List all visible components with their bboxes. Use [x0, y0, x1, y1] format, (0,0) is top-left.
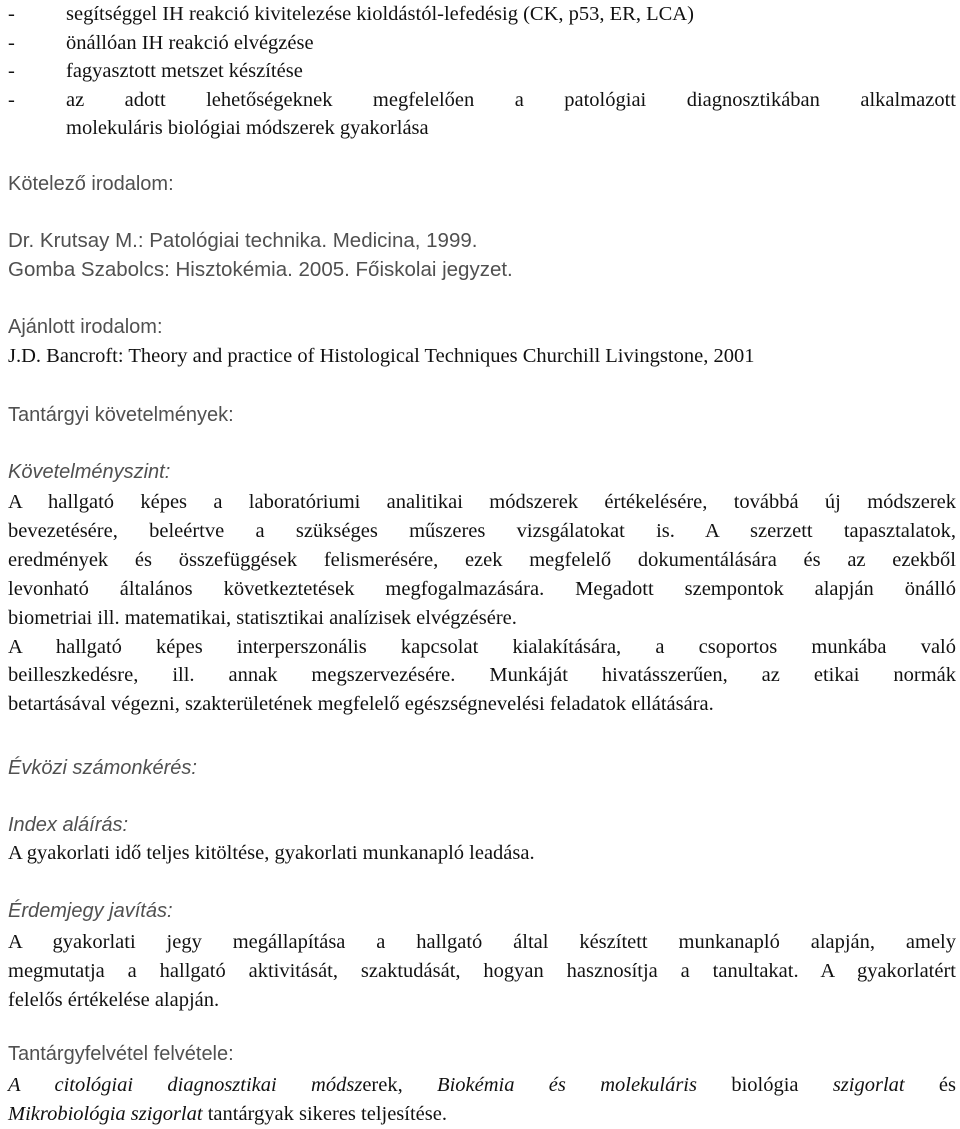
list-item	[8, 29, 956, 58]
list-item-continuation	[8, 114, 956, 143]
grade-label: Érdemjegy javítás:	[8, 900, 173, 922]
list-item-text: segítséggel IH reakció kivitelezése kioldástól-lefedésig (CK, p53, ER, LCA)	[66, 3, 694, 25]
course-name: Mikrobiológia szigorlat	[8, 1102, 203, 1125]
list-dash: -	[8, 3, 15, 25]
list-item	[8, 86, 956, 115]
enrollment-paragraph	[8, 1071, 956, 1129]
level-paragraph	[8, 488, 956, 719]
required-reading-item: Dr. Krutsay M.: Patológiai technika. Medicina, 1999.	[8, 229, 478, 252]
list-item-text: molekuláris biológiai módszerek gyakorlása	[66, 117, 429, 140]
required-reading-heading: Kötelező irodalom:	[8, 173, 174, 195]
level-label: Követelményszint:	[8, 461, 171, 483]
recommended-reading-item: J.D. Bancroft: Theory and practice of Histological Techniques Churchill Livingstone, 2001	[8, 345, 755, 367]
text-line: Mikrobiológia szigorlat tantárgyak sikeres teljesítése.	[8, 1102, 447, 1125]
course-name: Biokémia és molekuláris	[437, 1074, 732, 1096]
text-line: beilleszkedésre, ill. annak megszervezésére. Munkáját hivatásszerűen, az etikai normák	[8, 664, 956, 687]
text-line: A hallgató képes interperszonális kapcsolat kialakítására, a csoportos munkába való	[8, 635, 956, 658]
text-line: biometriai ill. matematikai, statisztikai analízisek elvégzésére.	[8, 606, 517, 629]
list-dash: -	[8, 88, 15, 111]
list-item-text: önállóan IH reakció elvégzése	[66, 31, 314, 54]
course-name: A citológiai diagnosztikai módsz	[8, 1074, 363, 1096]
list-item	[8, 57, 956, 86]
midterm-label: Évközi számonkérés:	[8, 757, 197, 779]
text-line: eredmények és összefüggések felismerésére, ezek megfelelő dokumentálására és az ezekből	[8, 548, 956, 571]
text-line: betartásával végezni, szakterületének megfelelő egészségnevelési feladatok ellátására.	[8, 693, 714, 716]
text-line: A gyakorlati jegy megállapítása a hallgató által készített munkanapló alapján, amely	[8, 931, 956, 953]
list-dash: -	[8, 31, 15, 54]
recommended-reading-heading: Ajánlott irodalom:	[8, 316, 163, 338]
list-item	[8, 0, 956, 29]
signature-label: Index aláírás:	[8, 814, 129, 836]
enrollment-heading: Tantárgyfelvétel felvétele:	[8, 1043, 234, 1065]
signature-text: A gyakorlati idő teljes kitöltése, gyakorlati munkanapló leadása.	[8, 842, 535, 864]
text-line: A hallgató képes a laboratóriumi analitikai módszerek értékelésére, továbbá új módszerek	[8, 491, 956, 513]
requirements-heading: Tantárgyi követelmények:	[8, 404, 234, 426]
text-line: bevezetésére, beleértve a szükséges műszeres vizsgálatokat is. A szerzett tapasztalatok,	[8, 519, 956, 542]
grade-paragraph	[8, 928, 956, 1015]
list-item-text: az adott lehetőségeknek megfelelően a patológiai diagnosztikában alkalmazott	[66, 88, 956, 111]
text-line: levonható általános következtetések megfogalmazására. Megadott szempontok alapján önálló	[8, 577, 956, 600]
skills-list	[8, 0, 956, 143]
text-line: megmutatja a hallgató aktivitását, szaktudását, hogyan hasznosítja a tanultakat. A gyakorlatért	[8, 959, 956, 982]
text-line: felelős értékelése alapján.	[8, 988, 220, 1011]
required-reading-item: Gomba Szabolcs: Hisztokémia. 2005. Főiskolai jegyzet.	[8, 258, 513, 281]
list-item-text: fagyasztott metszet készítése	[66, 60, 303, 83]
list-dash: -	[8, 60, 15, 83]
text-line: A citológiai diagnosztikai módszerek, Biokémia és molekuláris biológia szigorlat és	[8, 1074, 957, 1096]
